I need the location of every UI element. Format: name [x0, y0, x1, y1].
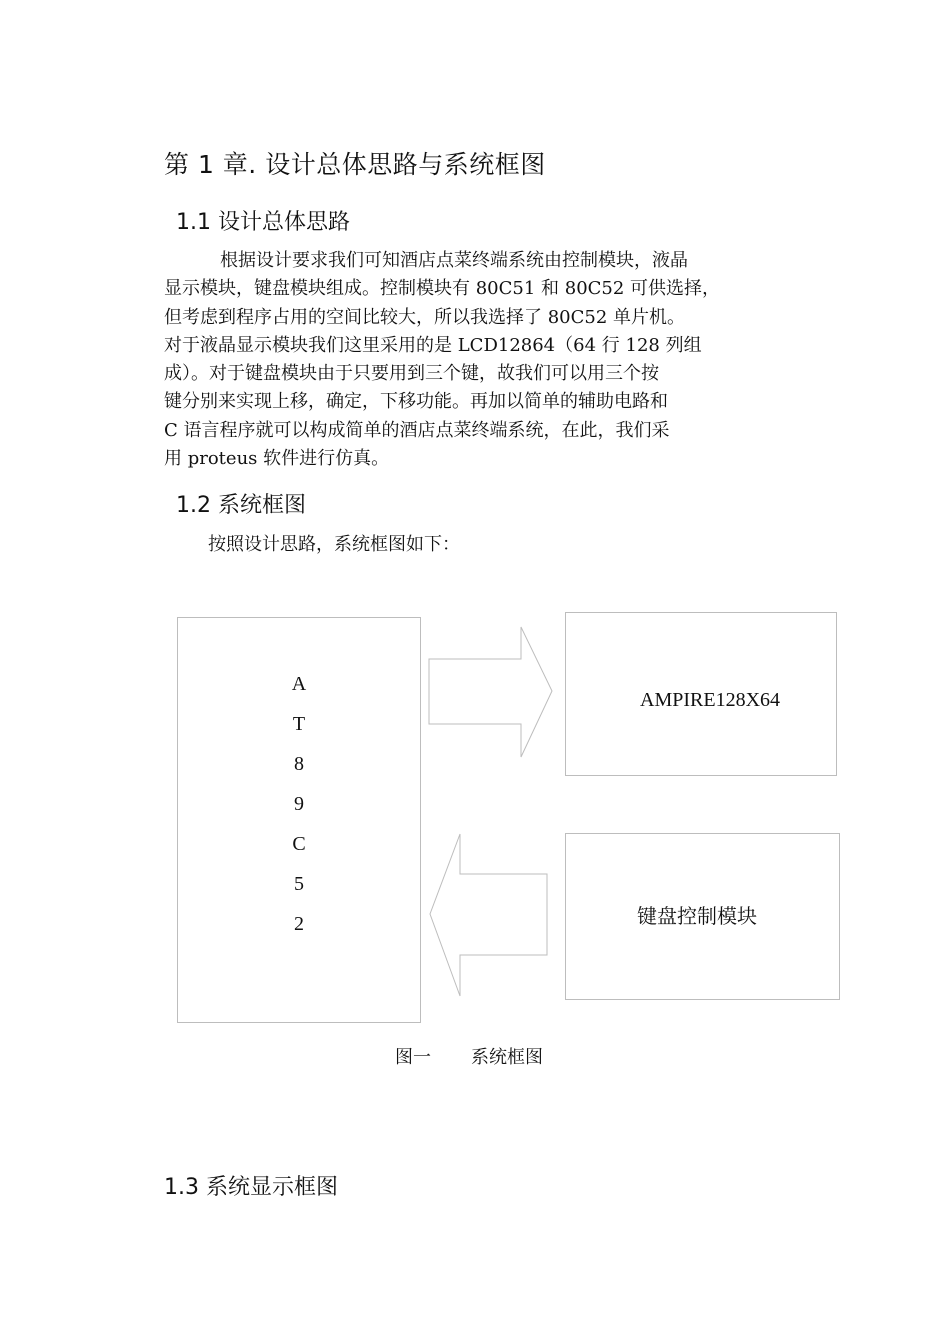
arrow-keypad-to-mcu: [430, 834, 547, 996]
paragraph-line: 成）。对于键盘模块由于只要用到三个键，故我们可以用三个按: [164, 363, 659, 385]
mcu-label-char: A: [291, 673, 307, 695]
paragraph-line: 根据设计要求我们可知酒店点菜终端系统由控制模块，液晶: [220, 250, 688, 271]
section-1-1-heading: 1.1 设计总体思路: [176, 210, 350, 235]
intro-line: 按照设计思路，系统框图如下：: [208, 534, 460, 555]
figure-caption-title: 系统框图: [471, 1047, 543, 1068]
mcu-label-char: 2: [294, 913, 304, 935]
paragraph-line: 用 proteus 软件进行仿真。: [164, 448, 390, 470]
mcu-label-char: 8: [294, 753, 304, 775]
paragraph-line: C 语言程序就可以构成简单的酒店点菜终端系统，在此，我们采: [164, 419, 670, 441]
figure-caption-number: 图一: [395, 1047, 431, 1068]
paragraph-line: 对于液晶显示模块我们这里采用的是 LCD12864（64 行 128 列组: [164, 334, 702, 356]
lcd-label: AMPIRE128X64: [640, 689, 781, 711]
keypad-label: 键盘控制模块: [637, 906, 757, 928]
paragraph-line: 键分别来实现上移，确定，下移功能。再加以简单的辅助电路和: [164, 391, 668, 413]
paragraph-line: 显示模块，键盘模块组成。控制模块有 80C51 和 80C52 可供选择，: [164, 278, 721, 300]
mcu-label-char: T: [292, 713, 306, 735]
section-1-2-heading: 1.2 系统框图: [176, 493, 306, 518]
mcu-label-char: 9: [294, 793, 304, 815]
chapter-title: 第 1 章. 设计总体思路与系统框图: [164, 150, 546, 179]
mcu-label-char: 5: [294, 873, 304, 895]
mcu-label-char: C: [292, 833, 306, 855]
paragraph-line: 但考虑到程序占用的空间比较大，所以我选择了 80C52 单片机。: [164, 306, 686, 328]
arrow-mcu-to-lcd: [429, 627, 552, 757]
section-1-3-heading: 1.3 系统显示框图: [164, 1175, 338, 1200]
